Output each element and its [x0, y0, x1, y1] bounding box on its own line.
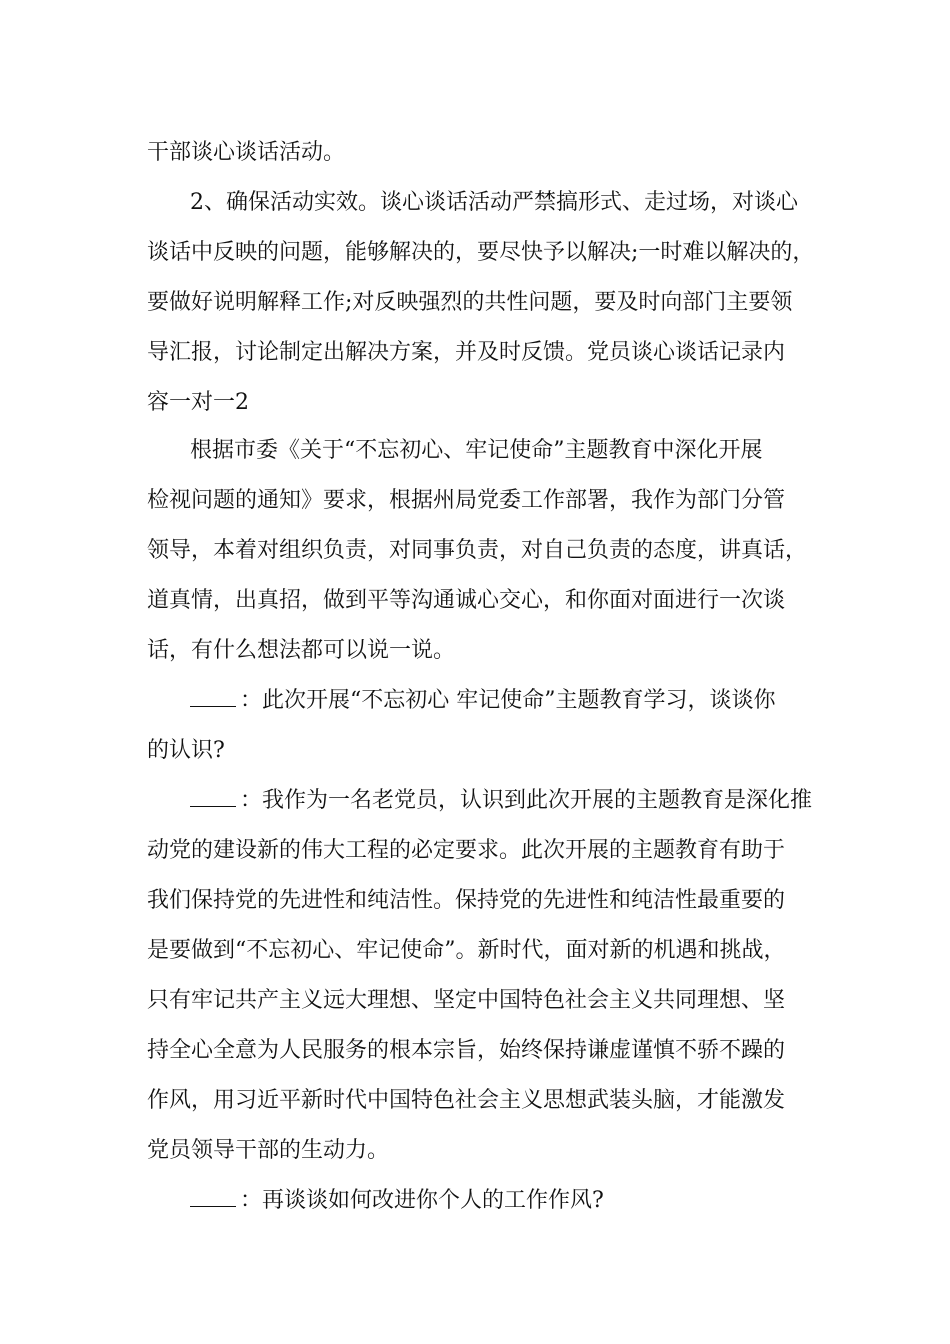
- dialogue-line: [190, 786, 812, 816]
- text-line: 领导，本着对组织负责，对同事负责，对自己负责的态度，讲真话，: [147, 538, 808, 563]
- text-line: 检视问题的通知》要求，根据州局党委工作部署，我作为部门分管: [147, 488, 786, 513]
- text-line: 我们保持党的先进性和纯洁性。保持党的先进性和纯洁性最重要的: [147, 888, 786, 913]
- text-line: 动党的建设新的伟大工程的必定要求。此次开展的主题教育有助于: [147, 838, 786, 863]
- text-line: 2、确保活动实效。谈心谈话活动严禁搞形式、走过场，对谈心: [190, 190, 798, 215]
- text-line: 根据市委《关于“不忘初心、牢记使命”主题教育中深化开展: [190, 438, 763, 463]
- text-line: 谈话中反映的问题，能够解决的，要尽快予以解决;一时难以解决的，: [147, 240, 815, 265]
- text-line: 是要做到“不忘初心、牢记使命”。新时代，面对新的机遇和挑战，: [147, 938, 786, 963]
- text-line: 容一对一2: [147, 390, 249, 415]
- text-line: 作风，用习近平新时代中国特色社会主义思想武装头脑，才能激发: [147, 1088, 786, 1113]
- text-line: 的认识?: [147, 738, 225, 763]
- dialogue-text: ：此次开展“不忘初心 牢记使命”主题教育学习，谈谈你: [240, 688, 776, 713]
- dialogue-text: ：再谈谈如何改进你个人的工作作风?: [240, 1188, 604, 1213]
- text-line: 导汇报，讨论制定出解决方案，并及时反馈。党员谈心谈话记录内: [147, 340, 786, 365]
- dialogue-text: ：我作为一名老党员，认识到此次开展的主题教育是深化推: [240, 788, 813, 813]
- text-line: 话，有什么想法都可以说一说。: [147, 638, 456, 663]
- text-line: 要做好说明解释工作;对反映强烈的共性问题，要及时向部门主要领: [147, 290, 793, 315]
- text-line: 只有牢记共产主义远大理想、坚定中国特色社会主义共同理想、坚: [147, 988, 786, 1013]
- text-line: 党员领导干部的生动力。: [147, 1138, 390, 1163]
- text-line: 持全心全意为人民服务的根本宗旨，始终保持谦虚谨慎不骄不躁的: [147, 1038, 786, 1063]
- text-line: 干部谈心谈话活动。: [147, 140, 346, 165]
- name-blank: [190, 786, 236, 807]
- name-blank: [190, 1186, 236, 1207]
- dialogue-line: [190, 1186, 604, 1216]
- text-line: 道真情，出真招，做到平等沟通诚心交心，和你面对面进行一次谈: [147, 588, 786, 613]
- dialogue-line: [190, 686, 776, 716]
- name-blank: [190, 686, 236, 707]
